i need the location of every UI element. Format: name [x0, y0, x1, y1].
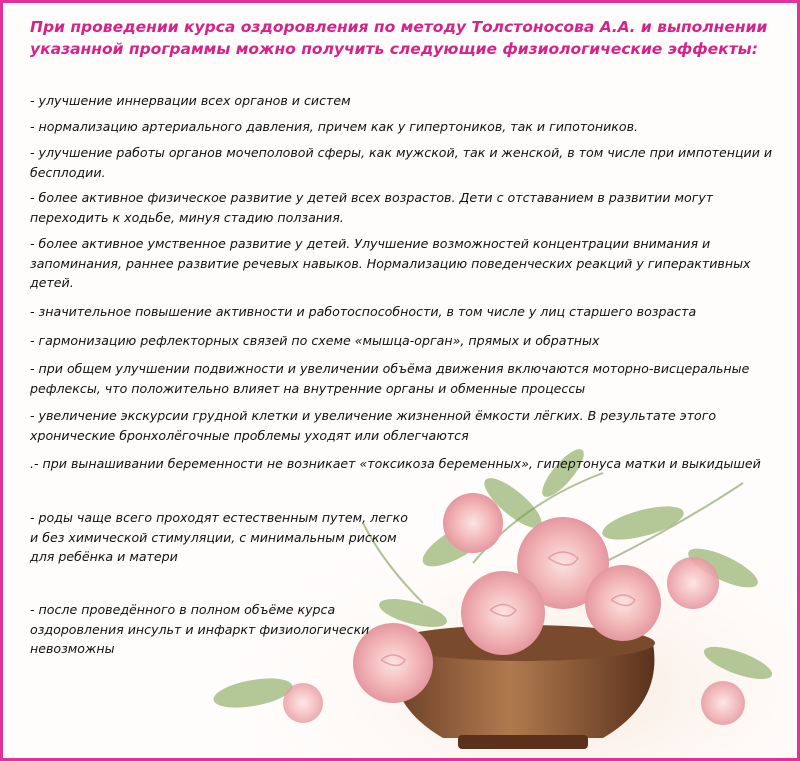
list-item: - более активное умственное развитие у детей. Улучшение возможностей концентрации внимания и запоминания, раннее развитие речевых навыков. Нормализацию поведенческих реакций у гиперактивных детей.: [30, 236, 751, 290]
list-item: - нормализацию артериального давления, причем как у гипертоников, так и гипотоников.: [30, 119, 639, 134]
list-item: - гармонизацию рефлекторных связей по схеме «мышца-орган», прямых и обратных: [30, 333, 600, 348]
list-item: .- при вынашивании беременности не возникает «токсикоза беременных», гипертонуса матки и выкидышей: [30, 456, 761, 471]
list-item: - улучшение иннервации всех органов и систем: [30, 93, 351, 108]
list-item: - улучшение работы органов мочеполовой сферы, как мужской, так и женской, в том числе при импотенции и бесплодии.: [30, 145, 773, 180]
list-item: - роды чаще всего проходят естественным путем, легко и без химической стимуляции, с минимальным риском для ребёнка и матери: [30, 510, 408, 564]
page-title: При проведении курса оздоровления по методу Толстоносова А.А. и выполнении указанной программы можно получить следующие физиологические эффекты:: [30, 18, 768, 58]
list-item: - значительное повышение активности и работоспособности, в том числе у лиц старшего возраста: [30, 304, 697, 319]
list-item: - более активное физическое развитие у детей всех возрастов. Дети с отставанием в развитии могут переходить к ходьбе, минуя стадию ползания.: [30, 190, 714, 225]
list-item: - увеличение экскурсии грудной клетки и увеличение жизненной ёмкости лёгких. В результате этого хронические бронхолёгочные проблемы уходят или облегчаются: [30, 408, 717, 443]
list-item: - после проведённого в полном объёме курса оздоровления инсульт и инфаркт физиологически невозможны: [30, 602, 370, 656]
list-item: - при общем улучшении подвижности и увеличении объёма движения включаются моторно-висцеральные рефлексы, что положительно влияет на внутренние органы и обменные процессы: [30, 361, 750, 396]
